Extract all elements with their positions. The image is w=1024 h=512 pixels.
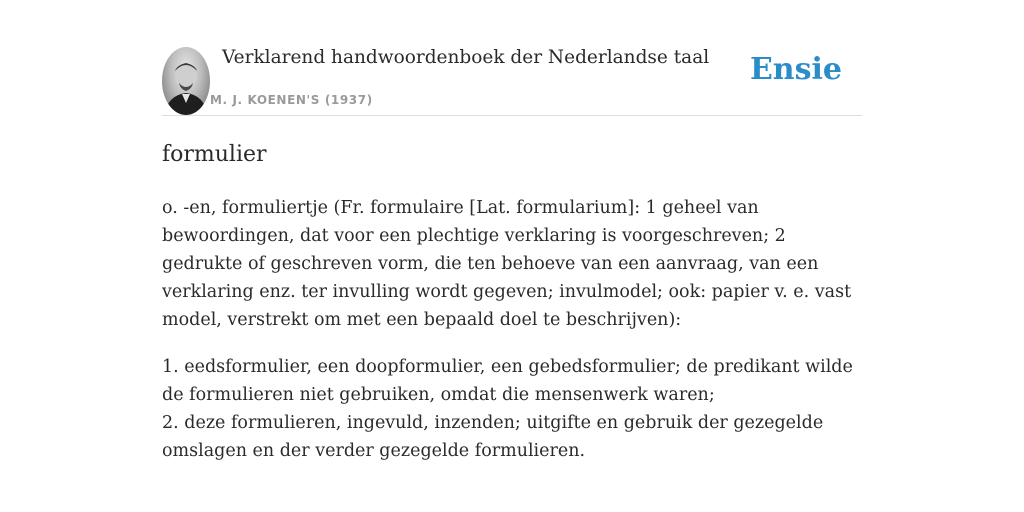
book-title[interactable]: Verklarend handwoordenboek der Nederlandse taal [222, 47, 710, 68]
headword: formulier [162, 142, 267, 167]
brand-logo-link[interactable]: Ensie [749, 52, 842, 87]
dictionary-header [162, 46, 862, 116]
author-edition: M. J. KOENEN'S (1937) [210, 93, 373, 107]
example-item: 1. eedsformulier, een doopformulier, een gebedsformulier; de predikant wilde de formulieren niet gebruiken, omdat die mensenwerk waren; [162, 357, 853, 405]
entry-definition: o. -en, formuliertje (Fr. formulaire [Lat. formularium]: 1 geheel van bewoordingen, dat voor een plechtige verklaring is voorgeschreven; 2 gedrukte of geschreven vorm, die ten behoeve van een aanvraag, van een verklaring enz. ter invulling wordt gegeven; invulmodel; ook: papier v. e. vast model, verstrekt om met een bepaald doel te beschrijven): [162, 198, 852, 330]
entry-examples [162, 353, 862, 465]
author-portrait-icon [162, 47, 210, 115]
dictionary-entry [162, 140, 862, 465]
example-item: 2. deze formulieren, ingevuld, inzenden; uitgifte en gebruik der gezegelde omslagen en der verder gezegelde formulieren. [162, 413, 824, 461]
